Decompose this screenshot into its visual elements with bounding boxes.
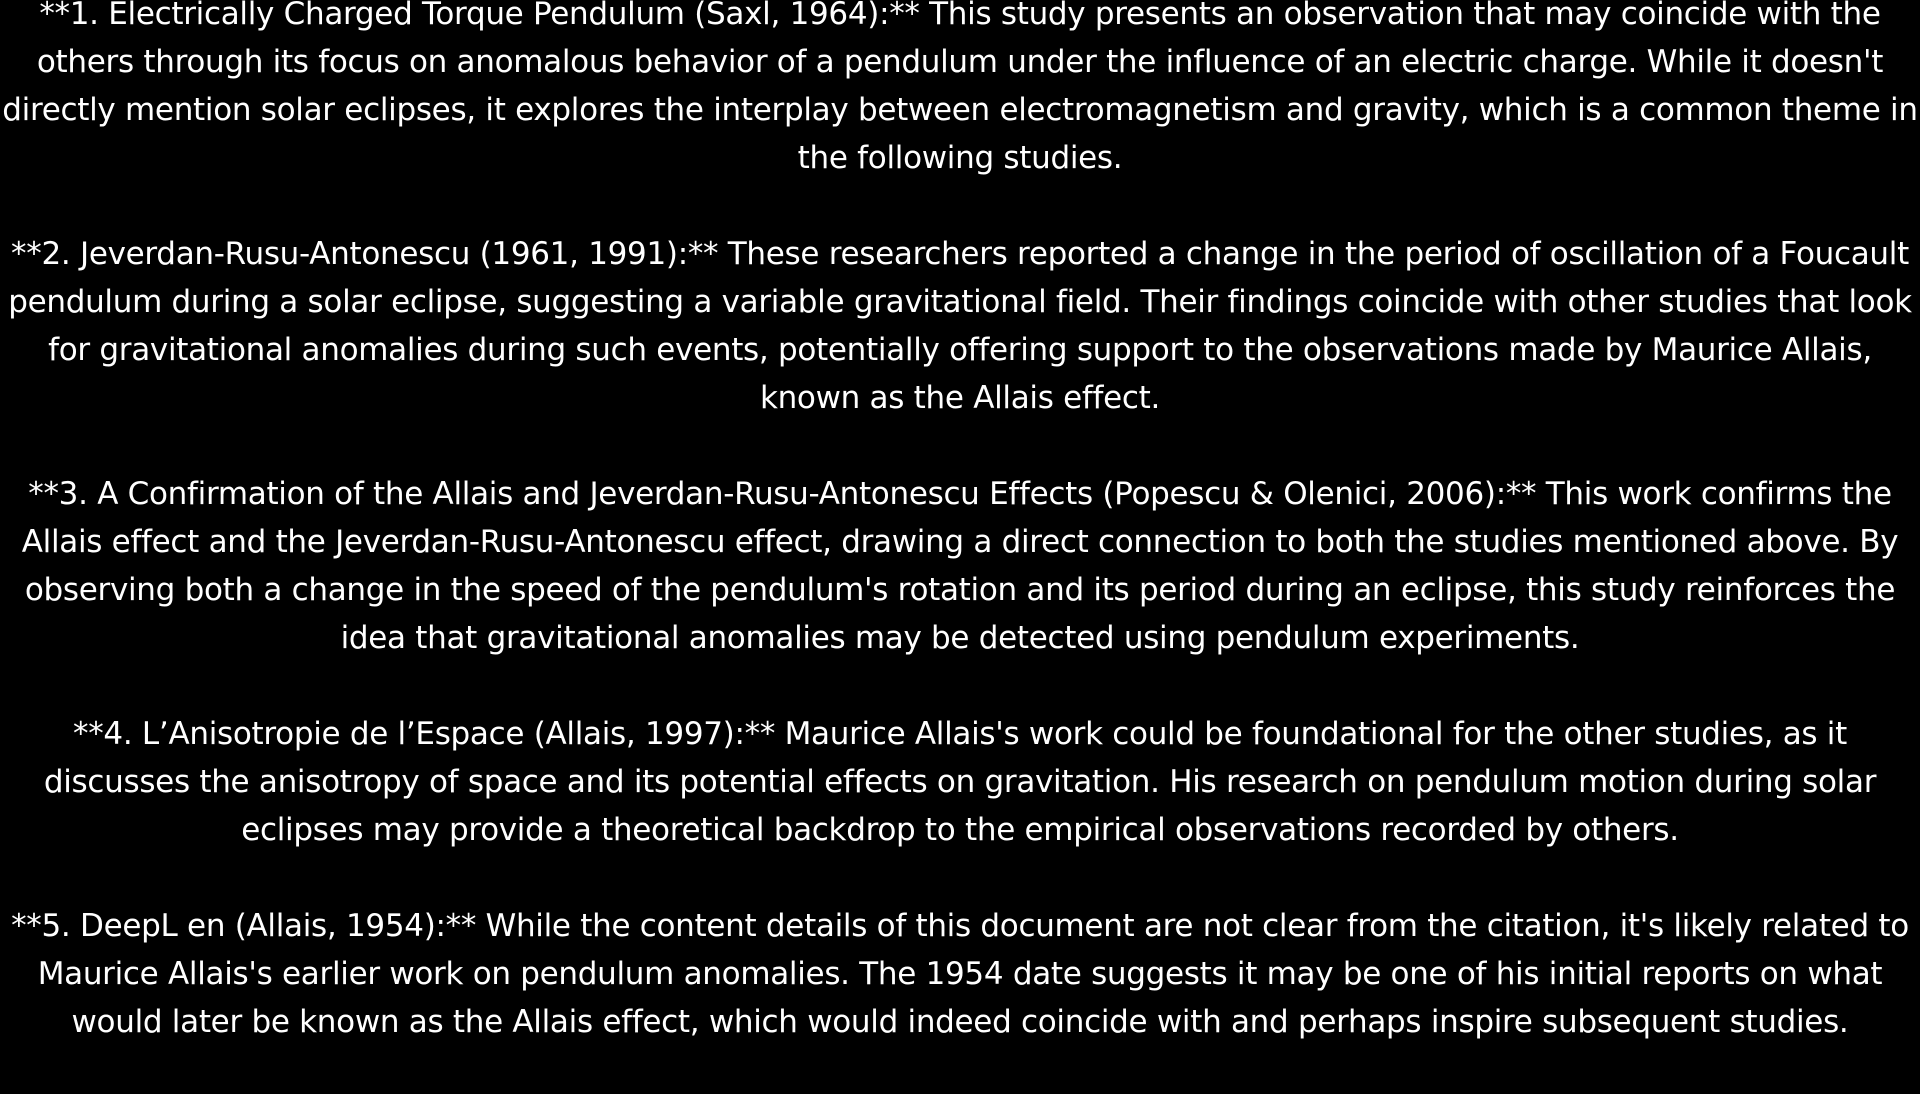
paragraph-allais-1997: **4. L’Anisotropie de l’Espace (Allais, 1997):** Maurice Allais's work could be foundational for the other studies, as it discusses the anisotropy of space and its potential effects on gravitation. His research on pendulum motion during solar eclipses may provide a theoretical backdrop to the empirical observations recorded by others. (43, 716, 1877, 848)
paragraph-popescu-olenici-2006: **3. A Confirmation of the Allais and Jeverdan-Rusu-Antonescu Effects (Popescu & Olenici, 2006):** This work confirms the Allais effect and the Jeverdan-Rusu-Antonescu effect, drawing a direct connection to both the studies mentioned above. By observing both a change in the speed of the pendulum's rotation and its period during an eclipse, this study reinforces the idea that gravitational anomalies may be detected using pendulum experiments. (21, 476, 1899, 656)
paragraph-saxl-1964: **1. Electrically Charged Torque Pendulum (Saxl, 1964):** This study presents an observation that may coincide with the others through its focus on anomalous behavior of a pendulum under the influence of an electric charge. While it doesn't directly mention solar eclipses, it explores the interplay between electromagnetism and gravity, which is a common theme in the following studies. (2, 0, 1918, 176)
paragraph-allais-1954: **5. DeepL en (Allais, 1954):** While the content details of this document are not clear from the citation, it's likely related to Maurice Allais's earlier work on pendulum anomalies. The 1954 date suggests it may be one of his initial reports on what would later be known as the Allais effect, which would indeed coincide with and perhaps inspire subsequent studies. (11, 908, 1909, 1040)
paragraph-jeverdan-rusu-antonescu: **2. Jeverdan-Rusu-Antonescu (1961, 1991):** These researchers reported a change in the period of oscillation of a Foucault pendulum during a solar eclipse, suggesting a variable gravitational field. Their findings coincide with other studies that look for gravitational anomalies during such events, potentially offering support to the observations made by Maurice Allais, known as the Allais effect. (8, 236, 1912, 416)
